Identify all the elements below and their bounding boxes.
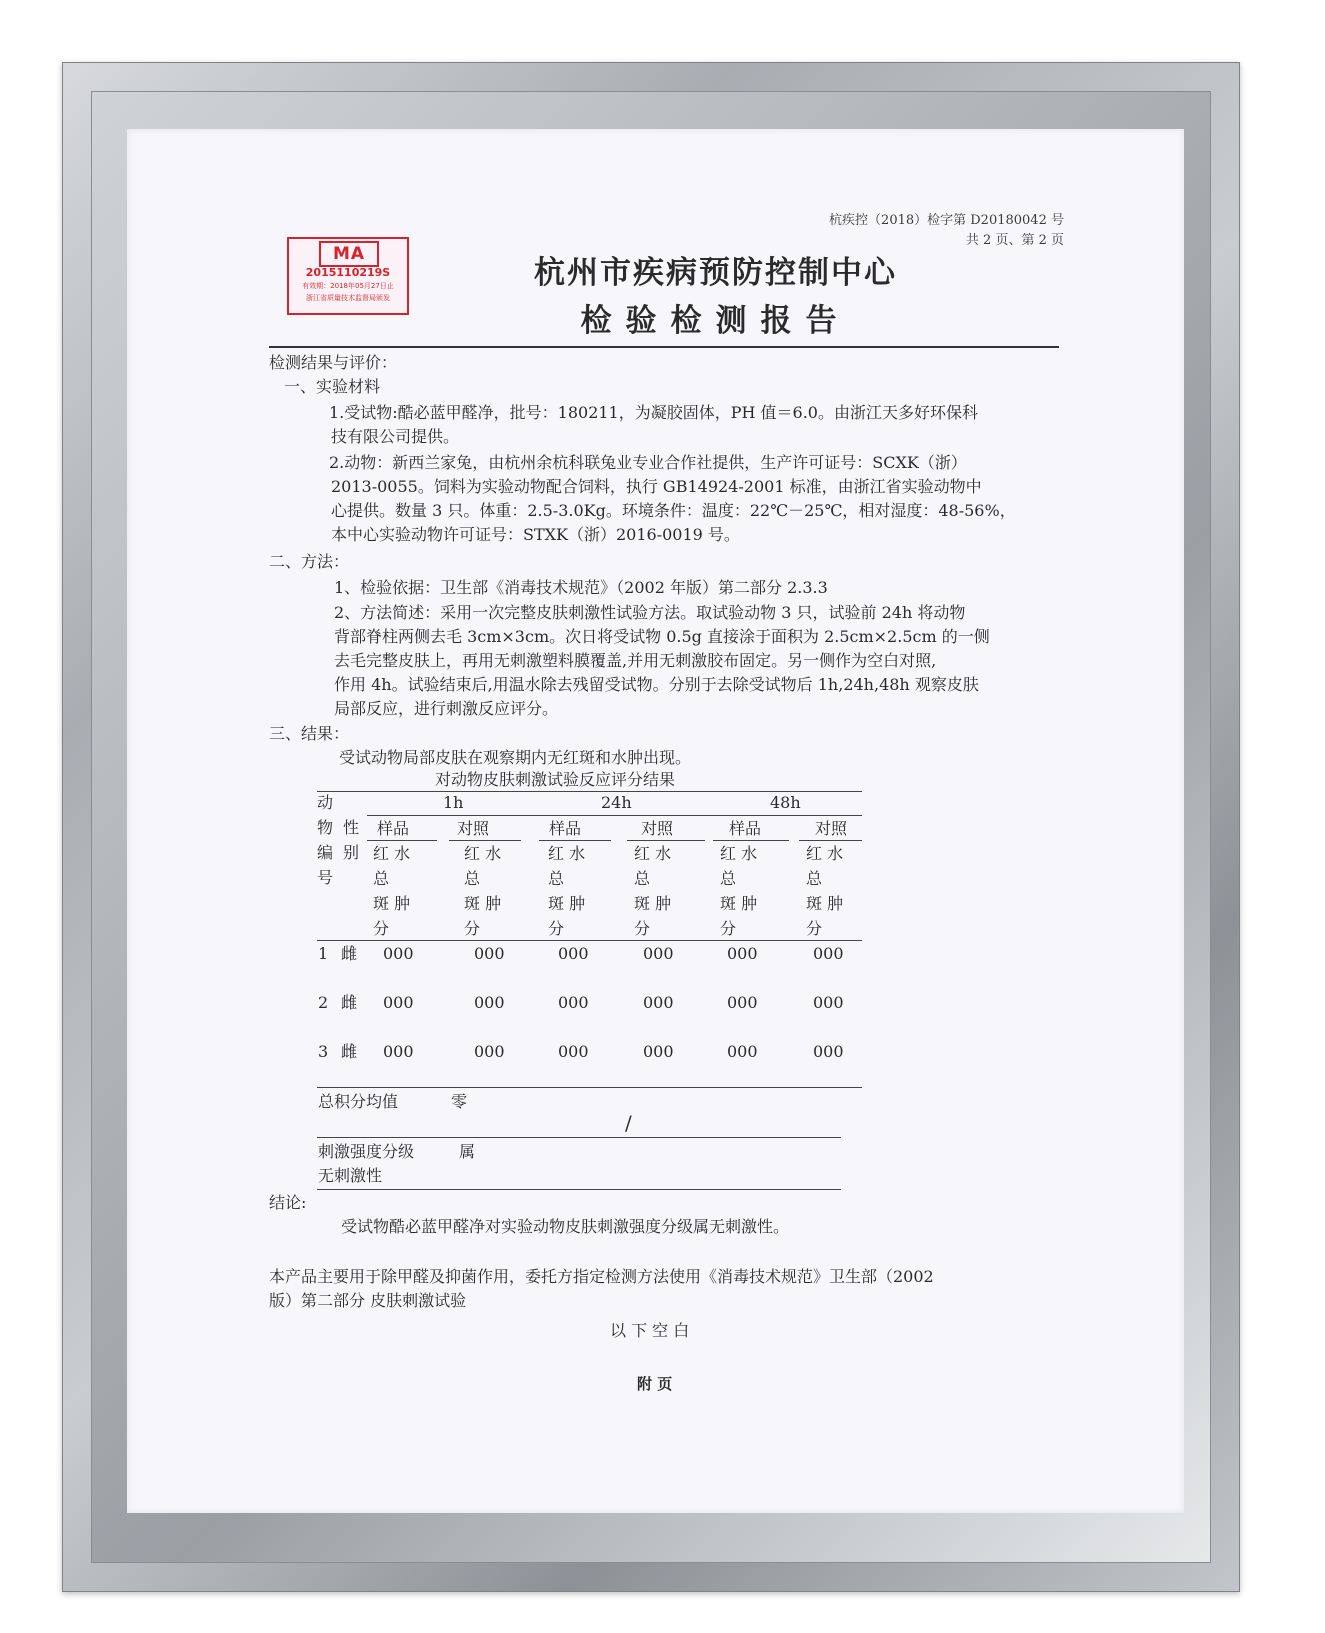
row-2-score-5: 000 [727,993,758,1012]
group-rule-2 [449,840,521,841]
materials-heading: 一、实验材料 [284,377,381,396]
material-1-line-1: 1.受试物:酷必蓝甲醛净，批号：180211，为凝胶固体，PH 值＝6.0。由浙江天多好环保科 [329,403,978,422]
sub-header-c1-r4: 分 [373,919,390,938]
material-2-line-4: 本中心实验动物许可证号：STXK（浙）2016-0019 号。 [331,525,740,544]
cma-issuer: 浙江省质量技术监督局颁发 [306,294,390,302]
group-rule-3 [539,840,611,841]
row-1-score-6: 000 [813,944,844,963]
group-rule-1 [367,840,437,841]
grade-value-2: 无刺激性 [318,1166,383,1185]
head-col2-char1: 性 [343,818,360,837]
sub-header-c3-r2: 总 [548,869,565,888]
sub-header-c2-r3: 斑 肿 [464,894,502,913]
method-2-line-5: 局部反应，进行刺激反应评分。 [334,699,559,718]
row-2-score-4: 000 [643,993,674,1012]
note-line-2: 版）第二部分 皮肤刺激试验 [269,1291,467,1310]
method-2-line-4: 作用 4h。试验结束后,用温水除去残留受试物。分别于去除受试物后 1h,24h,48h 观察皮肤 [334,675,979,694]
row-1-score-1: 000 [383,944,414,963]
head-col1-char4: 号 [317,868,334,887]
sub-header-c1-r1: 红 水 [373,844,411,863]
sub-header-c6-r3: 斑 肿 [806,894,844,913]
row-2-score-6: 000 [813,993,844,1012]
conclusion-text: 受试物酷必蓝甲醛净对实验动物皮肤刺激强度分级属无刺激性。 [341,1217,790,1236]
report-title: 检验检测报告 [580,303,851,339]
organization-title: 杭州市疾病预防控制中心 [534,255,897,291]
section-heading: 检测结果与评价： [269,353,398,372]
material-1-line-2: 技有限公司提供。 [331,427,460,446]
appendix-label: 附 页 [637,1375,673,1393]
note-line-1: 本产品主要用于除甲醛及抑菌作用，委托方指定检测方法使用《消毒技术规范》卫生部（2002 [269,1267,934,1286]
head-col2-char2: 别 [343,843,360,862]
head-col1-char3: 编 [317,843,334,862]
group-sample-48h: 样品 [729,819,762,838]
row-1-score-5: 000 [727,944,758,963]
material-2-line-2: 2013-0055。饲料为实验动物配合饲料，执行 GB14924-2001 标准，由浙江省实验动物中 [331,477,982,496]
method-1: 1、检验依据：卫生部《消毒技术规范》（2002 年版）第二部分 2.3.3 [334,578,828,597]
group-rule-4 [627,840,705,841]
mean-rule [317,1137,841,1138]
results-heading: 三、结果： [269,724,350,743]
group-control-1h: 对照 [457,819,490,838]
sub-header-c6-r4: 分 [806,919,823,938]
head-col1-char2: 物 [317,818,334,837]
row-2-score-2: 000 [474,993,505,1012]
row-2-score-1: 000 [383,993,414,1012]
row-2-score-3: 000 [558,993,589,1012]
table-bottom-rule [317,1189,841,1190]
row-1-sex: 雌 [341,944,358,963]
row-3-sex: 雌 [341,1042,358,1061]
mean-extra: / [625,1111,632,1135]
report-page [127,129,1184,1513]
method-2-line-2: 背部脊柱两侧去毛 3cm×3cm。次日将受试物 0.5g 直接涂于面积为 2.5cm×2.5cm 的一侧 [334,627,990,646]
sub-header-c4-r4: 分 [634,919,651,938]
head-col1-char1: 动 [317,793,334,812]
report-number: 杭疾控（2018）检字第 D20180042 号 [829,213,1064,228]
method-2-line-3: 去毛完整皮肤上，再用无刺激塑料膜覆盖,并用无刺激胶布固定。另一侧作为空白对照, [334,651,937,670]
row-3-score-4: 000 [643,1042,674,1061]
row-3-score-2: 000 [474,1042,505,1061]
row-2-sex: 雌 [341,993,358,1012]
sub-header-c4-r2: 总 [634,869,651,888]
time-1h: 1h [443,793,464,812]
sub-header-c2-r2: 总 [464,869,481,888]
row-2-id: 2 [318,993,329,1012]
method-2-line-1: 2、方法简述：采用一次完整皮肤刺激性试验方法。取试验动物 3 只，试验前 24h 将动物 [334,603,966,622]
row-1-id: 1 [318,944,329,963]
row-3-score-1: 000 [383,1042,414,1061]
sub-header-c5-r3: 斑 肿 [720,894,758,913]
grade-label: 刺激强度分级 [318,1142,415,1161]
page-count: 共 2 页、第 2 页 [965,233,1064,248]
sub-header-c2-r4: 分 [464,919,481,938]
sub-header-c4-r1: 红 水 [634,844,672,863]
row-3-score-6: 000 [813,1042,844,1061]
header-rule [269,346,1059,348]
row-3-id: 3 [318,1042,329,1061]
sub-header-c5-r4: 分 [720,919,737,938]
material-2-line-3: 心提供。数量 3 只。体重：2.5-3.0Kg。环境条件：温度：22℃－25℃，相对湿度：48-56%， [331,501,1016,520]
group-control-24h: 对照 [641,819,674,838]
row-1-score-4: 000 [643,944,674,963]
cma-validity: 有效期：2018年05月27日止 [302,282,394,290]
sub-header-c6-r2: 总 [806,869,823,888]
table-caption: 对动物皮肤刺激试验反应评分结果 [435,770,676,789]
sub-header-c5-r1: 红 水 [720,844,758,863]
sub-header-c2-r1: 红 水 [464,844,502,863]
group-sample-24h: 样品 [549,819,582,838]
row-1-score-2: 000 [474,944,505,963]
row-1-score-3: 000 [558,944,589,963]
material-2-line-1: 2.动物：新西兰家兔，由杭州余杭科联兔业专业合作社提供，生产许可证号：SCXK（浙） [329,453,967,472]
sub-header-c1-r3: 斑 肿 [373,894,411,913]
sub-header-c3-r3: 斑 肿 [548,894,586,913]
sub-header-c1-r2: 总 [373,869,390,888]
row-3-score-3: 000 [558,1042,589,1061]
blank-below: 以 下 空 白 [610,1321,690,1340]
mean-label: 总积分均值 [318,1092,399,1111]
sub-header-c3-r4: 分 [548,919,565,938]
mean-value: 零 [451,1092,468,1111]
group-sample-1h: 样品 [377,819,410,838]
methods-heading: 二、方法： [269,552,350,571]
cma-number: 2015110219S [305,266,391,279]
group-rule-6 [799,840,862,841]
sub-header-c5-r2: 总 [720,869,737,888]
results-text: 受试动物局部皮肤在观察期内无红斑和水肿出现。 [339,748,692,767]
time-24h: 24h [601,793,632,812]
grade-value-1: 属 [459,1142,476,1161]
group-control-48h: 对照 [815,819,848,838]
sub-header-c4-r3: 斑 肿 [634,894,672,913]
group-rule-5 [713,840,789,841]
cma-mark: MA [319,241,379,267]
time-48h: 48h [770,793,801,812]
sub-header-c3-r1: 红 水 [548,844,586,863]
sub-header-c6-r1: 红 水 [806,844,844,863]
time-rule [367,815,862,816]
conclusion-heading: 结论: [269,1193,307,1212]
table-body-rule [317,1087,862,1088]
table-header-rule [317,940,862,941]
row-3-score-5: 000 [727,1042,758,1061]
